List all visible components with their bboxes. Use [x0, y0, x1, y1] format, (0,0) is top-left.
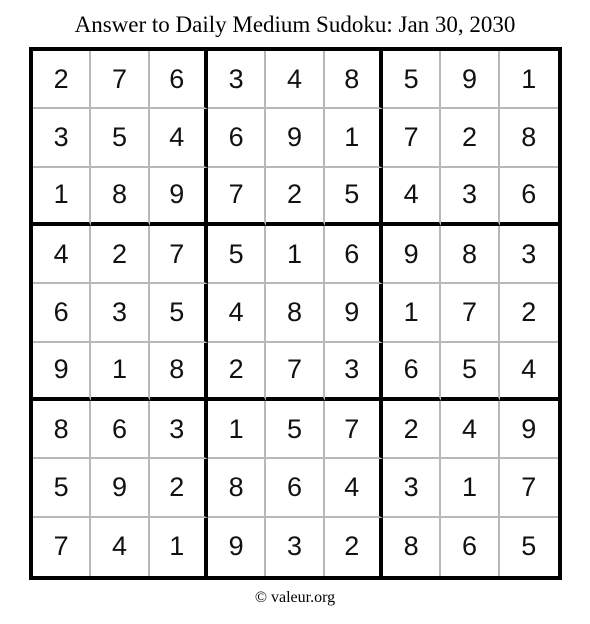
sudoku-cell-r6c5: 7	[266, 343, 324, 401]
sudoku-cell-r5c8: 7	[441, 284, 499, 342]
sudoku-cell-r2c4: 6	[208, 109, 266, 167]
sudoku-cell-r6c8: 5	[441, 343, 499, 401]
sudoku-cell-r7c7: 2	[383, 401, 441, 459]
sudoku-cell-r9c5: 3	[266, 518, 324, 576]
copyright-footer: © valeur.org	[254, 589, 336, 606]
sudoku-cell-r3c9: 6	[500, 168, 558, 226]
sudoku-cell-r3c2: 8	[91, 168, 149, 226]
sudoku-cell-r4c3: 7	[150, 226, 208, 284]
sudoku-cell-r6c2: 1	[91, 343, 149, 401]
sudoku-cell-r3c5: 2	[266, 168, 324, 226]
sudoku-cell-r5c4: 4	[208, 284, 266, 342]
sudoku-cell-r9c7: 8	[383, 518, 441, 576]
sudoku-cell-r2c1: 3	[33, 109, 91, 167]
sudoku-cell-r3c7: 4	[383, 168, 441, 226]
sudoku-cell-r5c6: 9	[325, 284, 383, 342]
sudoku-cell-r5c5: 8	[266, 284, 324, 342]
sudoku-cell-r5c2: 3	[91, 284, 149, 342]
sudoku-cell-r1c4: 3	[208, 51, 266, 109]
sudoku-cell-r7c6: 7	[325, 401, 383, 459]
sudoku-cell-r1c5: 4	[266, 51, 324, 109]
sudoku-cell-r3c3: 9	[150, 168, 208, 226]
sudoku-cell-r4c9: 3	[500, 226, 558, 284]
sudoku-cell-r1c1: 2	[33, 51, 91, 109]
sudoku-board	[29, 47, 562, 580]
sudoku-cell-r9c6: 2	[325, 518, 383, 576]
sudoku-cell-r2c3: 4	[150, 109, 208, 167]
sudoku-cell-r5c3: 5	[150, 284, 208, 342]
sudoku-cell-r2c5: 9	[266, 109, 324, 167]
sudoku-cell-r8c3: 2	[150, 459, 208, 517]
sudoku-cell-r1c7: 5	[383, 51, 441, 109]
sudoku-cell-r9c3: 1	[150, 518, 208, 576]
sudoku-cell-r9c4: 9	[208, 518, 266, 576]
sudoku-cell-r2c7: 7	[383, 109, 441, 167]
sudoku-cell-r9c2: 4	[91, 518, 149, 576]
sudoku-cell-r2c8: 2	[441, 109, 499, 167]
sudoku-cell-r8c1: 5	[33, 459, 91, 517]
sudoku-cell-r7c1: 8	[33, 401, 91, 459]
sudoku-cell-r8c7: 3	[383, 459, 441, 517]
sudoku-cell-r6c3: 8	[150, 343, 208, 401]
sudoku-cell-r8c9: 7	[500, 459, 558, 517]
sudoku-cell-r1c2: 7	[91, 51, 149, 109]
page-title: Answer to Daily Medium Sudoku: Jan 30, 2030	[74, 12, 516, 37]
sudoku-cell-r4c5: 1	[266, 226, 324, 284]
sudoku-cell-r9c1: 7	[33, 518, 91, 576]
sudoku-cell-r7c8: 4	[441, 401, 499, 459]
sudoku-cell-r7c2: 6	[91, 401, 149, 459]
sudoku-cell-r4c1: 4	[33, 226, 91, 284]
sudoku-cell-r4c4: 5	[208, 226, 266, 284]
sudoku-cell-r4c7: 9	[383, 226, 441, 284]
sudoku-cell-r8c6: 4	[325, 459, 383, 517]
sudoku-cell-r6c1: 9	[33, 343, 91, 401]
sudoku-cell-r6c7: 6	[383, 343, 441, 401]
sudoku-cell-r9c8: 6	[441, 518, 499, 576]
sudoku-cell-r4c2: 2	[91, 226, 149, 284]
sudoku-cell-r1c3: 6	[150, 51, 208, 109]
sudoku-cell-r1c9: 1	[500, 51, 558, 109]
sudoku-cell-r1c6: 8	[325, 51, 383, 109]
sudoku-cell-r2c6: 1	[325, 109, 383, 167]
sudoku-cell-r4c8: 8	[441, 226, 499, 284]
sudoku-cell-r7c3: 3	[150, 401, 208, 459]
sudoku-cell-r7c9: 9	[500, 401, 558, 459]
sudoku-cell-r5c9: 2	[500, 284, 558, 342]
sudoku-cell-r2c2: 5	[91, 109, 149, 167]
sudoku-cell-r5c1: 6	[33, 284, 91, 342]
sudoku-cell-r3c1: 1	[33, 168, 91, 226]
sudoku-cell-r2c9: 8	[500, 109, 558, 167]
sudoku-cell-r8c4: 8	[208, 459, 266, 517]
sudoku-cell-r8c5: 6	[266, 459, 324, 517]
sudoku-cell-r3c6: 5	[325, 168, 383, 226]
sudoku-cell-r7c4: 1	[208, 401, 266, 459]
sudoku-cell-r4c6: 6	[325, 226, 383, 284]
sudoku-cell-r9c9: 5	[521, 531, 537, 562]
sudoku-cell-r8c2: 9	[91, 459, 149, 517]
sudoku-cell-r5c7: 1	[383, 284, 441, 342]
sudoku-cell-r6c9: 4	[500, 343, 558, 401]
sudoku-cell-r3c4: 7	[208, 168, 266, 226]
sudoku-cell-r6c6: 3	[325, 343, 383, 401]
sudoku-cell-r3c8: 3	[441, 168, 499, 226]
sudoku-cell-r7c5: 5	[266, 401, 324, 459]
sudoku-cell-r6c4: 2	[208, 343, 266, 401]
sudoku-cell-r1c8: 9	[441, 51, 499, 109]
sudoku-cell-r8c8: 1	[441, 459, 499, 517]
